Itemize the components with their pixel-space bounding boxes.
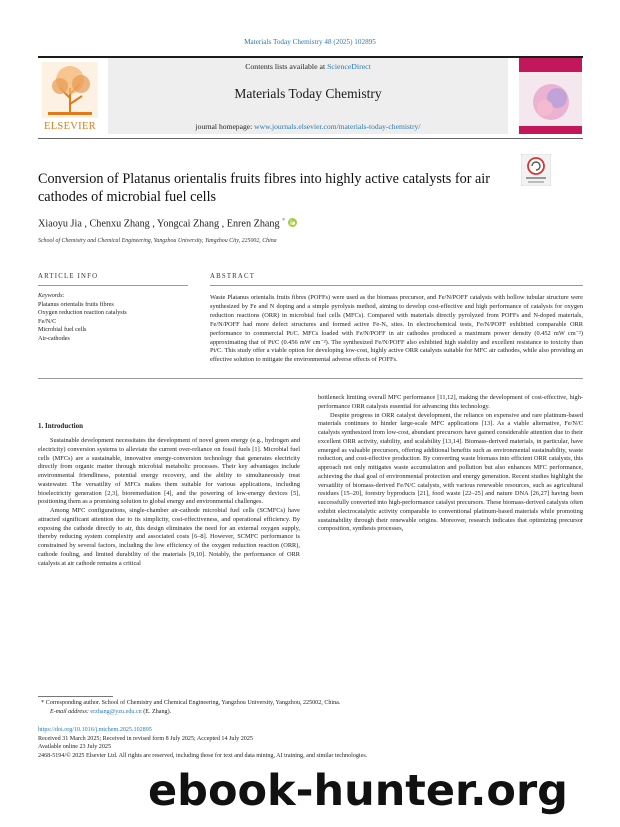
email-line	[38, 708, 583, 717]
abstract-bottom-divider	[38, 378, 583, 379]
footnote-divider	[38, 696, 113, 697]
contents-prefix: Contents lists available at	[245, 62, 328, 71]
introduction-heading: 1. Introduction	[38, 422, 83, 430]
journal-title: Materials Today Chemistry	[234, 86, 382, 101]
footnote	[38, 699, 583, 716]
journal-cover-image[interactable]	[519, 58, 582, 134]
footnote-mark: *	[41, 700, 45, 706]
keywords-block	[38, 292, 198, 343]
corresponding-author-mark[interactable]: *	[282, 218, 286, 224]
check-for-updates-icon[interactable]	[521, 154, 551, 186]
affiliation: School of Chemistry and Chemical Engineering, Yangzhou University, Yangzhou City, 225002, China	[38, 238, 277, 244]
doi-link[interactable]: https://doi.org/10.1016/j.mtchem.2025.102895	[38, 727, 152, 733]
orcid-icon[interactable]	[288, 218, 297, 227]
keyword-item: Microbial fuel cells	[38, 326, 87, 333]
watermark-text: ebook-hunter.org	[148, 766, 568, 816]
publication-info	[38, 726, 583, 760]
body-paragraph: bottleneck limiting overall MFC performance [11,12], making the development of cost-effective, high-performance ORR catalysts essential for advancing this technology.	[318, 394, 583, 410]
article-info-divider	[38, 285, 188, 286]
homepage-link[interactable]: www.journals.elsevier.com/materials-today-chemistry/	[254, 122, 421, 131]
abstract-text: Waste Platanus orientalis fruits fibres (POFFs) were used as the biomass precursor, and Fe/N/POFF catalysts with hollow tubular structure were synthesized by Fe and N doping and a simple pyrolysis method, aiming to develop cost-effective and high performance of catalysis for oxygen reduction reactions (ORR) in microbial fuel cells (MFCs). Compared with materials directly pyrolyzed from POFFs and N-doped materials, Fe/N/POFF had more defect structures and formed active Fe-Nₓ sites. In electrochemical tests, Fe/N/POFF exhibited comparable ORR performance to commercial Pt/C. MFCs loaded with Fe/N/POFF in air cathodes produced a maximum power density (0.452 mW cm⁻²) approximating that of Pt/C (0.456 mW cm⁻²). The synthesized Fe/N/POFF also exhibited high stability and excellent resistance to toxicity than Pt/C. This study offer a viable option for developing low-cost, highly active ORR catalysts suitable for MFC air cathodes, while also providing an effective solution to mitigate the environmental adverse effects of POFFs.	[210, 294, 583, 364]
body-paragraph: Sustainable development necessitates the development of novel green energy (e.g., hydrogen and electricity) conversion systems to alleviate the current over-reliance on fossil fuels [1]. Microbial fuel cells (MFCs) are a sustainable, innovative energy-conversion technology that generates electricity directly from organic matter through microbial metabolic processes. Their key advantages include environmental friendliness, potential energy recovery, and the ability to simultaneously treat wastewater. The versatility of MFCs makes them suitable for various applications, including bioelectricity generation [2,3], bioremediation [4], and the powering of low-energy devices [5], positioning them as a promising solution to global energy and environmental challenges.	[38, 437, 300, 506]
keyword-item: Oxygen reduction reaction catalysts	[38, 309, 127, 316]
contents-line	[108, 62, 508, 71]
author-list	[38, 218, 297, 229]
body-column-left	[38, 437, 300, 568]
corresponding-text: Corresponding author. School of Chemistry and Chemical Engineering, Yangzhou University, Yangzhou, 225002, China.	[45, 700, 341, 706]
received-dates: Received 31 March 2025; Received in revised form 8 July 2025; Accepted 14 July 2025	[38, 735, 253, 742]
article-info-heading: ARTICLE INFO	[38, 273, 99, 280]
email-suffix: (E. Zhang).	[141, 708, 172, 715]
keywords-label: Keywords:	[38, 292, 65, 299]
homepage-line	[108, 122, 508, 131]
email-link[interactable]: erzhang@yzu.edu.cn	[90, 708, 142, 715]
copyright-line: 2468-5194/© 2025 Elsevier Ltd. All rights are reserved, including those for text and data mining, AI training, and similar technologies.	[38, 752, 368, 759]
author-names: Xiaoyu Jia , Chenxu Zhang , Yongcai Zhang , Enren Zhang	[38, 218, 280, 230]
article-title: Conversion of Platanus orientalis fruits fibres into highly active catalysts for air cathodes of microbial fuel cells	[38, 171, 490, 205]
abstract-divider	[210, 285, 583, 286]
homepage-prefix: journal homepage:	[195, 122, 255, 131]
sciencedirect-link[interactable]: ScienceDirect	[327, 62, 371, 71]
email-label: E-mail address:	[50, 708, 91, 715]
abstract-heading: ABSTRACT	[210, 273, 256, 280]
corresponding-author-note	[38, 699, 583, 708]
available-online: Available online 23 July 2025	[38, 744, 111, 751]
keyword-item: Air-cathodes	[38, 334, 70, 342]
journal-citation[interactable]: Materials Today Chemistry 48 (2025) 102895	[244, 38, 376, 46]
body-column-right	[318, 394, 583, 534]
elsevier-wordmark: ELSEVIER	[44, 121, 96, 132]
keyword-item: Platanus orientalis fruits fibres	[38, 300, 114, 308]
keyword-item: Fe/N/C	[38, 317, 57, 325]
body-paragraph: Among MFC configurations, single-chamber air-cathode microbial fuel cells (SCMFCs) have attracted significant attention due to its simplicity, cost-effectiveness, and operational efficiency. By exposing the cathode directly to air, this design eliminates the need for an external oxygen supply, thereby reducing system complexity and associated costs [6–8]. However, SCMFC performance is constrained by several factors, including the low efficiency of the oxygen reduction reaction (ORR), cathode fouling, and limited durability of the materials [9,10]. Notably, the performance of ORR catalysts at air cathode remains a critical	[38, 507, 300, 567]
body-paragraph: Despite progress in ORR catalyst development, the reliance on expensive and rare platinum-based materials continues to hinder large-scale MFC applications [13]. As a viable alternative, Fe/N/C catalysts synthesized from low-cost, abundant precursors have gained considerable attention due to their excellent ORR activity, stability, and scalability [13,14]. Biomass-derived materials, in particular, have emerged as valuable precursors, offering additional benefits such as environmental sustainability, waste reduction, and cost-effective production. By converting waste biomass into efficient ORR catalysts, this approach not only mitigates waste accumulation and pollution but also enhances MFC performance, achieving the dual goal of environmental protection and energy generation. Recent studies highlight the versatility of biomass-derived Fe/N/C catalysts, with various renewable resources, such as agricultural residues [15–20], forestry byproducts [21], food waste [22–25] and nature DNA [26,27] having been successfully converted into high-performance catalyst precursors. These biomass-derived catalysts often exhibit electrocatalytic activity comparable to conventional platinum-based materials while promoting sustainability through their renewable origins. Moreover, research indicates that optimizing precursor composition, synthesis processes,	[318, 411, 583, 533]
